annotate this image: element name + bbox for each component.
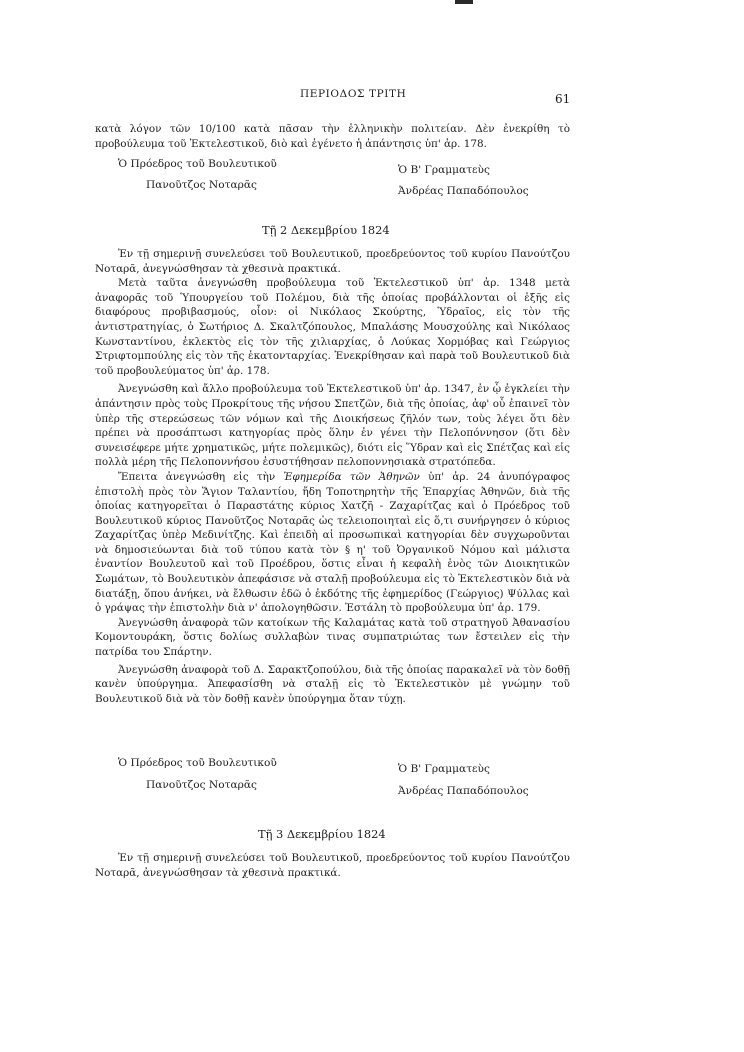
secretary-role-1: Ὁ Β' Γραμματεὺς bbox=[398, 164, 490, 176]
secretary-name-1: Ἀνδρέας Παπαδόπουλος bbox=[398, 185, 529, 197]
paragraph-opening: Ἐν τῇ σημερινῇ συνελεύσει τοῦ Βουλευτικοῦ, προεδρεύοντος τοῦ κυρίου Πανούτζου Νοταρᾶ, ἀνεγνώσθησαν τὰ χθεσινὰ πρακτικά. bbox=[95, 248, 570, 275]
secretary-role-2: Ὁ Β' Γραμματεὺς bbox=[398, 763, 490, 775]
newspaper-title: Ἐφημερίδα τῶν Ἀθηνῶν bbox=[283, 470, 420, 483]
paragraph-saraktzopoulos-petition: Ἀνεγνώσθη ἀναφορὰ τοῦ Δ. Σαρακτζοπούλου, διὰ τῆς ὁποίας παρακαλεῖ νὰ τὸν δοθῇ κανὲν ὑπούργημα. Ἀπεφασίσθη νὰ σταλῇ εἰς τὸ Ἐκτελεστικὸν μὲ γνώμην τοῦ Βουλευτικοῦ διὰ νὰ τὸν δοθῇ κανὲν ὑπούργημα ὅταν τύχῃ. bbox=[95, 663, 570, 705]
p4-text-after: ὑπ' ἀρ. 24 ἀνυπόγραφος ἐπιστολὴ πρὸς τὸν Ἅγιον Ταλαντίου, ἤδη Τοποτηρητὴν τῆς Ἐπαρχίας Ἀθηνῶν, διὰ τῆς ὁποίας κατηγορεῖται ὁ Παραστάτης κύριος Χατζῆ - Ζαχαρίτζας καὶ ὁ Πρόεδρος τοῦ Βουλευτικοῦ κύριος Πανοῦτζος Νοταρᾶς ὡς τελειοποιηταὶ εἰς ὅ,τι συνήργησεν ὁ κύριος Ζαχαρίτζας ὑπὲρ Μεδινίτζης. Καὶ ἐπειδὴ αἱ προσωπικαὶ κατηγορίαι δὲν συγχωροῦνται νὰ δημοσιεύωνται διὰ τοῦ τύπου κατὰ τὸν § η' τοῦ Ὀργανικοῦ Νόμου καὶ μάλιστα ἐναντίον Βουλευτοῦ καὶ τοῦ Προέδρου, ὅστις εἶναι ἡ κεφαλὴ ἑνὸς τῶν Διοικητικῶν Σωμάτων, τὸ Βουλευτικὸν ἀπεφάσισε νὰ σταλῇ προβούλευμα εἰς τὸ Ἐκτελεστικὸν διὰ νὰ διατάξῃ, ὅπου ἀνήκει, νὰ ἔλθωσιν ἐδῶ ὁ ἐκδότης τῆς ἐφημερίδος (Γεώργιος) Ψύλλας καὶ ὁ γράψας τὴν ἐπιστολὴν διὰ ν' ἀπολογηθῶσιν. Ἐστάλη τὸ προβούλευμα ὑπ' ἀρ. 179. bbox=[95, 470, 570, 615]
paragraph-opening-2: Ἐν τῇ σημερινῇ συνελεύσει τοῦ Βουλευτικοῦ, προεδρεύοντος τοῦ κυρίου Πανούτζου Νοταρᾶ, ἀνεγνώσθησαν τὰ χθεσινὰ πρακτικά. bbox=[95, 852, 570, 879]
secretary-name-2: Ἀνδρέας Παπαδόπουλος bbox=[398, 785, 529, 797]
president-role-1: Ὁ Πρόεδρος τοῦ Βουλευτικοῦ bbox=[118, 158, 277, 170]
session-date-heading-2: Τῇ 3 Δεκεμβρίου 1824 bbox=[258, 827, 386, 841]
intro-text: κατὰ λόγον τῶν 10/100 κατὰ πᾶσαν τὴν ἑλληνικὴν πολιτείαν. Δὲν ἐνεκρίθη τὸ προβούλευμα τοῦ Ἐκτελεστικοῦ, διὸ καὶ ἐγένετο ἡ ἀπάντησις ὑπ' ἀρ. 178. bbox=[95, 123, 570, 150]
running-header: ΠΕΡΙΟΔΟΣ ΤΡΙΤΗ bbox=[300, 88, 407, 100]
session-2-body bbox=[95, 851, 570, 880]
paragraph-kalamata-petition: Ἀνεγνώσθη ἀναφορὰ τῶν κατοίκων τῆς Καλαμάτας κατὰ τοῦ στρατηγοῦ Ἀθανασίου Κομοντουράκη, ὅστις δολίως συλλαβὼν τινας συμπατριώτας των ἔστειλεν εἰς τὴν πατρίδα του Σπάρτην. bbox=[95, 616, 570, 659]
intro-paragraph bbox=[95, 122, 570, 151]
session-date-heading: Τῇ 2 Δεκεμβρίου 1824 bbox=[262, 223, 390, 237]
president-role-2: Ὁ Πρόεδρος τοῦ Βουλευτικοῦ bbox=[118, 757, 277, 769]
paragraph-newspaper-letter bbox=[95, 470, 570, 616]
session-1-body bbox=[95, 247, 570, 706]
page-number: 61 bbox=[555, 92, 571, 106]
president-name-2: Πανοῦτζος Νοταρᾶς bbox=[146, 779, 257, 791]
president-name-1: Πανοῦτζος Νοταρᾶς bbox=[146, 179, 257, 191]
paragraph-promotions: Μετὰ ταῦτα ἀνεγνώσθη προβούλευμα τοῦ Ἐκτελεστικοῦ ὑπ' ἀρ. 1348 μετὰ ἀναφορᾶς τοῦ Ὑπουργείου τοῦ Πολέμου, διὰ τῆς ὁποίας προβάλλονται οἱ ἑξῆς εἰς διαφόρους προβιβασμούς, οἷον: οἱ Νικόλαος Σκούρτης, Ὑδραῖος, εἰς τὸν τῆς ἀντιστρατηγίας, ὁ Σωτήριος Δ. Σκαλτζόπουλος, Μπαλάσης Μουσχούλης καὶ Νικόλαος Κωνσταντίνου, ἐκλεκτὸς εἰς τὸν τῆς χιλιαρχίας, ὁ Λούκας Χορμόβας καὶ Γεώργιος Στριφτομπούλης εἰς τὸν τῆς ἑκατονταρχίας. Ἐνεκρίθησαν καὶ παρὰ τοῦ Βουλευτικοῦ διὰ τοῦ προβουλεύματος ὑπ' ἀρ. 178. bbox=[95, 277, 570, 377]
paragraph-spetses-reply: Ἀνεγνώσθη καὶ ἄλλο προβούλευμα τοῦ Ἐκτελεστικοῦ ὑπ' ἀρ. 1347, ἐν ᾧ ἐγκλείει τὴν ἀπάντησιν πρὸς τοὺς Προκρίτους τῆς νήσου Σπετζῶν, διὰ τῆς ὁποίας, ἀφ' οὗ ἐπαινεῖ τὸν ὑπὲρ τῆς στερεώσεως τῶν νόμων καὶ τῆς Διοικήσεως ζῆλόν των, τοὺς λέγει ὅτι δὲν πρέπει νὰ προσάπτωσι κατηγορίας πρὸς ὅλην ἐν γένει τὴν Πελοπόννησον (ὅτι δὲν συνεισέφερε μήτε χρηματικῶς, μήτε πολεμικῶς), διότι εἰς Ὕδραν καὶ εἰς Σπέτζας καὶ εἰς πολλὰ μέρη τῆς Πελοποννήσου ἐσυστήθησαν πελοποννησιακὰ στρατόπεδα. bbox=[95, 383, 570, 469]
print-mark bbox=[455, 0, 473, 4]
p4-text-before: Ἔπειτα ἀνεγνώσθη εἰς τὴν bbox=[118, 470, 284, 483]
